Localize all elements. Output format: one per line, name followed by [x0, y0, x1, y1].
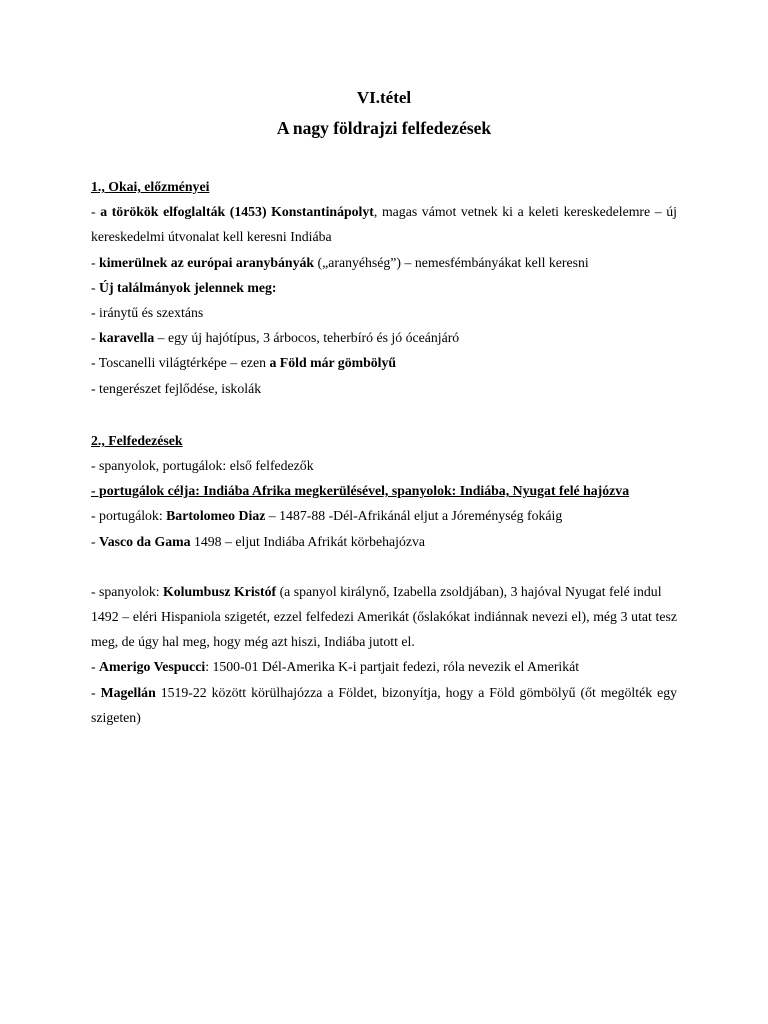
document-title: VI.tétel — [356, 88, 412, 107]
emphasis-text: Új találmányok jelennek meg: — [99, 279, 277, 295]
emphasis-text: Kolumbusz Kristóf — [163, 583, 277, 599]
section-discoveries — [91, 428, 677, 730]
list-item-turks — [91, 199, 677, 249]
emphasis-text: Bartolomeo Diaz — [166, 508, 266, 524]
list-item-first-explorers: - spanyolok, portugálok: első felfedezők — [91, 458, 314, 474]
item-text: 1498 – eljut Indiába Afrikát körbehajózva — [190, 533, 426, 549]
list-item-vespucci — [91, 654, 677, 679]
section-heading-causes: 1., Okai, előzményei — [91, 179, 210, 194]
list-dash: - — [91, 684, 101, 700]
emphasis-text: kimerülnek az európai aranybányák — [99, 254, 315, 270]
item-text: (a spanyol királynő, Izabella zsoldjában), 3 hajóval Nyugat felé indul — [276, 583, 662, 599]
emphasis-text: a Föld már gömbölyű — [269, 355, 397, 371]
list-dash: - — [91, 254, 100, 270]
list-item-diaz — [91, 503, 677, 528]
emphasis-text: karavella — [99, 330, 155, 346]
list-item-gold-mines — [91, 250, 677, 275]
item-text: („aranyéhség”) – nemesfémbányákat kell keresni — [314, 254, 589, 270]
list-item-goals: - portugálok célja: Indiába Afrika megkerülésével, spanyolok: Indiába, Nyugat felé hajózva — [91, 483, 630, 499]
item-text: – egy új hajótípus, 3 árbocos, teherbíró és jó óceánjáró — [154, 330, 460, 346]
section-causes — [91, 174, 677, 401]
emphasis-text: a törökök elfoglalták (1453) Konstantinápolyt — [100, 204, 374, 220]
item-text: 1519-22 között körülhajózza a Földet, bizonyítja, hogy a Föld gömbölyű (őt megölték egy szigeten) — [91, 684, 677, 725]
emphasis-text: Magellán — [100, 684, 156, 700]
emphasis-text: Amerigo Vespucci — [99, 659, 206, 675]
list-item-columbus — [91, 579, 677, 604]
document-page — [91, 86, 677, 730]
list-item-caravel — [91, 325, 677, 350]
item-text: - Toscanelli világtérképe – ezen — [91, 355, 270, 371]
list-item-magellan — [91, 680, 677, 730]
list-dash: - — [91, 659, 100, 675]
list-dash: - — [91, 279, 100, 295]
emphasis-text: Vasco da Gama — [99, 533, 191, 549]
document-subtitle: A nagy földrajzi felfedezések — [276, 118, 492, 138]
paragraph-spacer — [91, 554, 677, 579]
section-heading-discoveries: 2., Felfedezések — [91, 432, 183, 448]
list-item-compass: - iránytű és szextáns — [91, 305, 204, 321]
list-item-vasco-da-gama — [91, 529, 677, 554]
list-dash: - — [91, 533, 100, 549]
paragraph-hispaniola: 1492 – eléri Hispaniola szigetét, ezzel felfedezi Amerikát (őslakókat indiánnak nevezi el), még 3 utat tesz meg, de úgy hal meg, hogy még azt hiszi, Indiába jutott el. — [91, 609, 677, 650]
item-text: , magas vámot vetnek ki a keleti kereskedelemre – új kereskedelmi útvonalat kell keresni Indiába — [91, 204, 677, 245]
item-text: - portugálok: — [91, 508, 167, 524]
item-text: : 1500-01 Dél-Amerika K-i partjait fedezi, róla nevezik el Amerikát — [205, 659, 580, 675]
list-dash: - — [91, 330, 100, 346]
list-dash: - — [91, 204, 101, 220]
list-item-toscanelli — [91, 350, 677, 375]
list-item-inventions — [91, 275, 677, 300]
item-text: - spanyolok: — [91, 583, 164, 599]
list-item-seafaring: - tengerészet fejlődése, iskolák — [91, 380, 262, 396]
item-text: – 1487-88 -Dél-Afrikánál eljut a Jóreménység fokáig — [265, 508, 563, 524]
